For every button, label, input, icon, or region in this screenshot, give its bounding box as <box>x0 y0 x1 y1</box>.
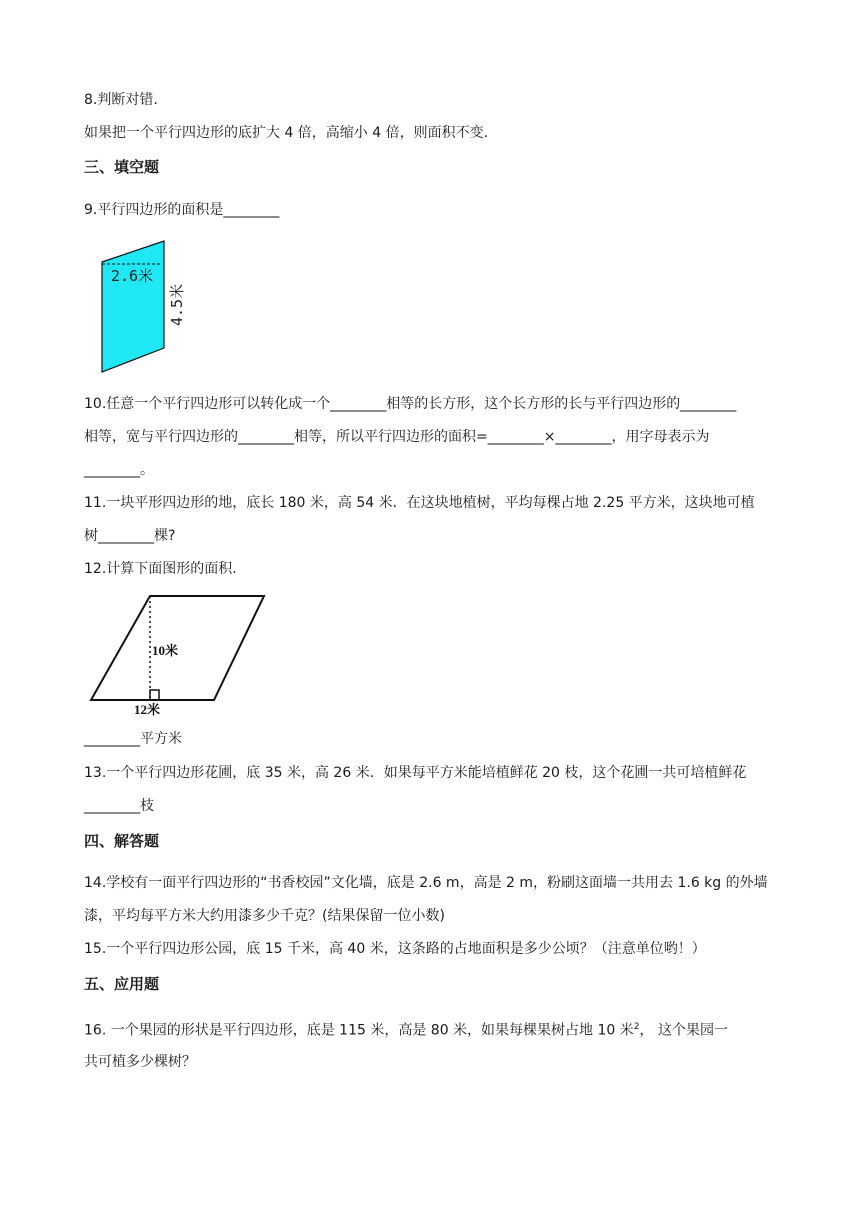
q8-title: 8.判断对错. <box>84 92 158 108</box>
q9-base-label: 2.6米 <box>111 267 154 285</box>
q12-title: 12.计算下面图形的面积. <box>84 561 237 577</box>
q12-right-angle-mark <box>150 690 159 700</box>
q11-line2: 树________棵? <box>84 528 176 544</box>
q15-text: 15.一个平行四边形公园，底 15 千米，高 40 米，这条路的占地面积是多少公顷？（注意单位哟！） <box>84 941 706 957</box>
q16-line1 <box>84 1018 728 1040</box>
q12-answer: ________平方米 <box>84 731 182 747</box>
q13-line1: 13.一个平行四边形花圃，底 35 米，高 26 米．如果每平方米能培植鲜花 20 枝，这个花圃一共可培植鲜花 <box>84 765 747 781</box>
q9-parallelogram-figure <box>98 238 198 376</box>
q16-line2: 共可植多少棵树？ <box>84 1054 196 1070</box>
q12-base-label: 12米 <box>134 702 161 717</box>
q10-line1: 10.任意一个平行四边形可以转化成一个________相等的长方形，这个长方形的长与平行四边形的________ <box>84 396 737 412</box>
q13-line2: ________枝 <box>84 798 154 814</box>
section3-heading: 三、填空题 <box>84 158 160 176</box>
q10-line3: ________。 <box>84 462 154 478</box>
q11-line1: 11.一块平形四边形的地，底长 180 米，高 54 米．在这块地植树，平均每棵占地 2.25 平方米，这块地可植 <box>84 495 755 511</box>
q10-line2: 相等，宽与平行四边形的________相等，所以平行四边形的面积=________×________，用字母表示为 <box>84 429 710 445</box>
q9-parallelogram <box>102 241 164 372</box>
q9-text: 9.平行四边形的面积是________ <box>84 202 280 218</box>
q14-line1: 14.学校有一面平行四边形的“书香校园”文化墙，底是 2.6 m，高是 2 m，粉刷这面墙一共用去 1.6 kg 的外墙 <box>84 875 768 891</box>
q16-line1-text: 16. 一个果园的形状是平行四边形，底是 115 米，高是 80 米，如果每棵果树占地 10 米 <box>84 1022 634 1039</box>
q12-height-label: 10米 <box>152 643 179 658</box>
q16-line1-tail: ， 这个果园一 <box>639 1022 728 1039</box>
q8-statement: 如果把一个平行四边形的底扩大 4 倍，高缩小 4 倍，则面积不变. <box>84 125 489 141</box>
q12-parallelogram-figure <box>86 590 270 720</box>
q9-height-label: 4.5米 <box>168 283 186 326</box>
section4-heading: 四、解答题 <box>84 832 160 850</box>
q14-line2: 漆，平均每平方米大约用漆多少千克？(结果保留一位小数) <box>84 908 445 924</box>
q16-superscript: 2 <box>633 1022 640 1032</box>
section5-heading: 五、应用题 <box>84 975 160 993</box>
